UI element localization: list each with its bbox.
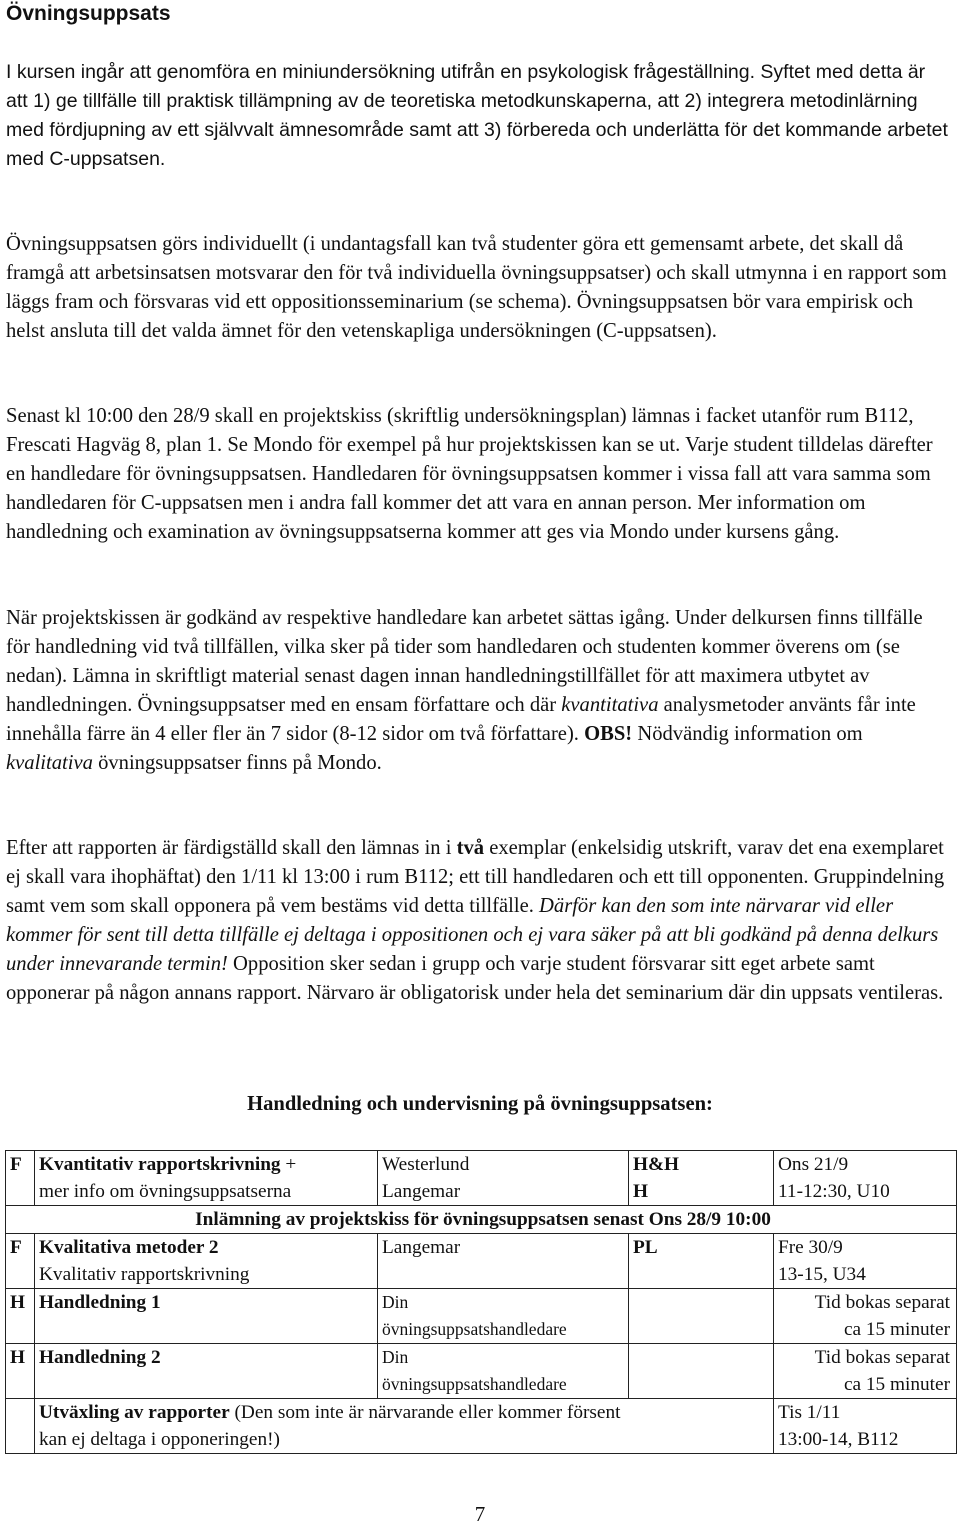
schedule-table [5, 1150, 957, 1454]
attendance-warning: Därför kan den som inte närvarar vid eller kommer för sent till detta tillfälle ej deltaga i oppositionen och ej vara säker på att bli godkänd på denna delkurs under innevarande termin! [6, 895, 939, 975]
time-1: Tis 1/11 [778, 1402, 841, 1423]
supervision-text-g: övningsuppsatser finns på Mondo. [92, 752, 382, 774]
time-2: ca 15 minuter [843, 1319, 950, 1340]
time-2: 11-12:30, U10 [778, 1181, 890, 1202]
intro-paragraph: I kursen ingår att genomföra en miniundersökning utifrån en psykologisk frågeställning. Syftet med detta är att 1) ge tillfälle till praktisk tillämpning av de teoretiska metodkunskaperna, att 2) integrera metodinlärning med fördjupning av ett självvalt ämnesområde samt att 3) förbereda och underlätta för det kommande arbetet med C-uppsatsen. [6, 61, 948, 170]
row-time [774, 1234, 957, 1289]
topic-subtitle: kan ej deltaga i opponeringen!) [39, 1429, 280, 1450]
supervision-paragraph [6, 604, 951, 778]
topic-subtitle: Kvalitativ rapportskrivning [39, 1264, 250, 1285]
table-row [6, 1399, 957, 1454]
row-code: H [6, 1289, 35, 1344]
deadline-paragraph: Senast kl 10:00 den 28/9 skall en projektskiss (skriftlig undersökningsplan) lämnas i facket utanför rum B112, Frescati Hagväg 8, plan 1. Se Mondo för exempel på hur projektskissen kan se ut. Varje student tilldelas därefter en handledare för övningsuppsatsen. Handledaren för övningsuppsatsen kommer i vissa fall att vara samma som handledaren för C-uppsatsen men i andra fall kommer det att vara en annan person. Mer information om handledning och examination av övningsuppsatserna kommer att ges via Mondo under kursens gång. [6, 405, 933, 543]
topic-title: Utväxling av rapporter [39, 1402, 230, 1423]
submission-text-e: Opposition sker sedan i grupp och varje student försvarar sitt eget arbete samt opponerar på någon annans rapport. Närvaro är obligatorisk under hela det seminarium där din uppsats ventileras. [6, 953, 944, 1004]
supervision-text-a: När projektskissen är godkänd av respektive handledare kan arbetet sättas igång. Under delkursen finns tillfälle för handledning vid två tillfällen, vilka sker på tider som handledaren och studenten kommer överens om (se nedan). Lämna in skriftligt material senast dagen innan handledningstillfället för att maximera utbytet av handledningen. Övningsuppsatser med en ensam författare och där [6, 607, 923, 716]
time-1: Tid bokas separat [814, 1347, 950, 1368]
row-role: PL [629, 1234, 774, 1289]
row-code: F [6, 1234, 35, 1289]
time-1: Fre 30/9 [778, 1237, 843, 1258]
row-topic: Handledning 1 [35, 1289, 378, 1344]
time-1: Tid bokas separat [814, 1292, 950, 1313]
supervision-text-c: analysmetoder använts får inte innehålla färre än 4 eller fler än 7 sidor (8-12 sidor om två författare). [6, 694, 916, 745]
obs-label: OBS! [584, 723, 633, 745]
emphasis-qualitative: kvalitativa [6, 752, 93, 774]
deadline-row: Inlämning av projektskiss för övningsuppsatsen senast Ons 28/9 10:00 [6, 1206, 957, 1234]
schedule-heading: Handledning och undervisning på övningsuppsatsen: [247, 1093, 713, 1115]
row-topic [35, 1151, 378, 1206]
row-teacher [378, 1289, 629, 1344]
role-2: H [633, 1181, 648, 1202]
emphasis-quantitative: kvantitativa [561, 694, 659, 716]
topic-title: Kvantitativ rapportskrivning [39, 1154, 281, 1175]
teacher-2: Langemar [382, 1181, 461, 1202]
individual-paragraph: Övningsuppsatsen görs individuellt (i undantagsfall kan två studenter göra ett gemensamt arbete, det skall då framgå att arbetsinsatsen motsvarar den för två individuella övningsuppsatser) och skall utmynna i en rapport som läggs fram och försvaras vid ett oppositionsseminarium (se schema). Övningsuppsatsen bör vara empirisk och helst ansluta till det valda ämnet för den vetenskapliga undersökningen (C-uppsatsen). [6, 233, 947, 342]
table-row [6, 1344, 957, 1399]
submission-paragraph [6, 834, 951, 1008]
row-teacher [378, 1151, 629, 1206]
row-topic: Handledning 2 [35, 1344, 378, 1399]
row-topic [35, 1399, 774, 1454]
table-row [6, 1206, 957, 1234]
emphasis-two: två [456, 837, 485, 859]
teacher-2: övningsuppsatshandledare [382, 1374, 567, 1394]
row-role [629, 1151, 774, 1206]
table-row [6, 1151, 957, 1206]
row-code: H [6, 1344, 35, 1399]
row-teacher: Langemar [378, 1234, 629, 1289]
topic-suffix: (Den som inte är närvarande eller kommer försent [229, 1402, 621, 1423]
row-code [6, 1399, 35, 1454]
row-topic [35, 1234, 378, 1289]
row-time [774, 1289, 957, 1344]
supervision-text-e: Nödvändig information om [632, 723, 863, 745]
row-role [629, 1344, 774, 1399]
time-2: ca 15 minuter [843, 1374, 950, 1395]
table-row [6, 1234, 957, 1289]
time-1: Ons 21/9 [778, 1154, 849, 1175]
topic-subtitle: mer info om övningsuppsatserna [39, 1181, 292, 1202]
row-teacher [378, 1344, 629, 1399]
teacher-2: övningsuppsatshandledare [382, 1319, 567, 1339]
row-time [774, 1151, 957, 1206]
teacher-1: Westerlund [382, 1154, 470, 1175]
row-time [774, 1399, 957, 1454]
topic-suffix: + [280, 1154, 297, 1175]
page-number: 7 [474, 1502, 486, 1526]
row-role [629, 1289, 774, 1344]
page-title: Övningsuppsats [6, 2, 171, 25]
table-row [6, 1289, 957, 1344]
submission-text-a: Efter att rapporten är färdigställd skall den lämnas in i [6, 837, 457, 859]
submission-text-c: exemplar (enkelsidig utskrift, varav det ena exemplaret ej skall vara ihophäftat) den 1/11 kl 13:00 i rum B112; ett till handledaren och ett till opponenten. Gruppindelning samt vem som skall opponera på vem bestäms vid detta tillfälle. [6, 837, 945, 917]
teacher-1: Din [382, 1347, 409, 1367]
topic-title: Kvalitativa metoder 2 [39, 1237, 219, 1258]
row-time [774, 1344, 957, 1399]
row-code: F [6, 1151, 35, 1206]
teacher-1: Din [382, 1292, 409, 1312]
time-2: 13-15, U34 [778, 1264, 866, 1285]
role-1: H&H [633, 1154, 680, 1175]
time-2: 13:00-14, B112 [778, 1429, 899, 1450]
